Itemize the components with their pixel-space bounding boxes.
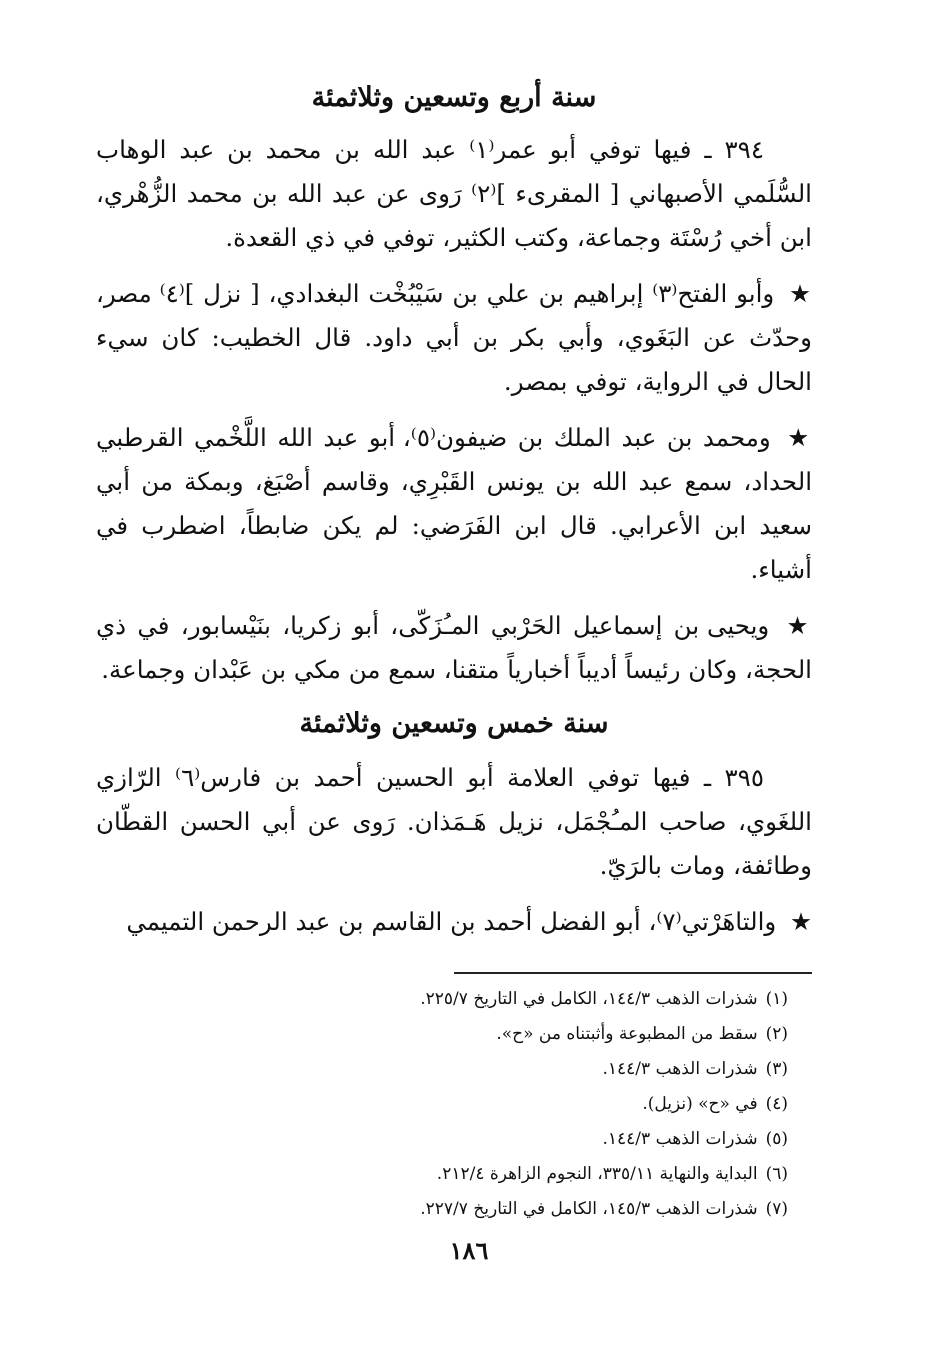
page-number: ١٨٦ [449, 1236, 489, 1265]
entry-394-main [96, 128, 812, 260]
footnote-number: (٧) [765, 1199, 788, 1219]
footnote-1 [96, 982, 788, 1017]
footnote-7 [96, 1192, 788, 1227]
section-title-395: سنة خمس وتسعين وثلاثمئة [299, 708, 609, 739]
footnote-number: (٥) [765, 1129, 788, 1149]
star-marker: ★ [787, 423, 812, 452]
footnote-4 [96, 1087, 788, 1122]
entry-abu-al-fath [96, 272, 812, 404]
footnote-5 [96, 1122, 788, 1157]
entry-text: ٣٩٥ ـ فيها توفي العلامة أبو الحسين أحمد بن فارس⁽٦⁾ الرّازي اللغَوي، صاحب المـُجْمَل، نزيل هَـمَذان. رَوى عن أبي الحسن القطّان وطائفة، ومات بالرَيّ. [96, 763, 812, 880]
entry-yahya-al-harbi [96, 604, 812, 692]
footnote-number: (٤) [765, 1094, 788, 1114]
footnote-6 [96, 1157, 788, 1192]
entry-text: ٣٩٤ ـ فيها توفي أبو عمر⁽١⁾ عبد الله بن محمد بن عبد الوهاب السُّلَمي الأصبهاني [ المقرىء ]⁽٢⁾ رَوى عن عبد الله بن محمد الزُّهْري، ابن أخي رُسْتَة وجماعة، وكتب الكثير، توفي في ذي القعدة. [96, 135, 812, 252]
star-marker: ★ [790, 907, 812, 936]
footnote-text: شذرات الذهب ١٤٤/٣. [602, 1129, 758, 1149]
entry-text: والتاهَرْتي⁽٧⁾، أبو الفضل أحمد بن القاسم بن عبد الرحمن التميمي [126, 907, 777, 936]
footnote-text: في «ح» (نزيل). [642, 1094, 758, 1114]
entry-al-tahirti [96, 900, 812, 944]
footnote-number: (٦) [765, 1164, 788, 1184]
entry-muhammad-ibn-dayfun [96, 416, 812, 592]
entry-395-main [96, 756, 812, 888]
footnote-number: (١) [765, 989, 788, 1009]
entry-text: وأبو الفتح⁽٣⁾ إبراهيم بن علي بن سَيْبُخْت البغدادي، [ نزل ]⁽٤⁾ مصر، وحدّث عن البَغَوي، وأبي بكر بن أبي داود. قال الخطيب: كان سيء الحال في الرواية، توفي بمصر. [96, 279, 812, 396]
footnote-text: سقط من المطبوعة وأثبتناه من «ح». [496, 1024, 758, 1044]
footnote-separator [454, 972, 812, 974]
star-marker: ★ [789, 279, 813, 308]
page-body [96, 78, 812, 1227]
footnote-text: شذرات الذهب ١٤٤/٣، الكامل في التاريخ ٢٢٥/٧. [420, 989, 758, 1009]
footnote-text: شذرات الذهب ١٤٥/٣، الكامل في التاريخ ٢٢٧/٧. [420, 1199, 758, 1219]
entry-text: ومحمد بن عبد الملك بن ضيفون⁽٥⁾، أبو عبد الله اللَّخْمي القرطبي الحداد، سمع عبد الله بن يونس القَبْرِي، وقاسم أصْبَغ، وبمكة من أبي سعيد ابن الأعرابي. قال ابن الفَرَضي: لم يكن ضابطاً، اضطرب في أشياء. [96, 423, 813, 584]
footnote-text: شذرات الذهب ١٤٤/٣. [602, 1059, 758, 1079]
star-marker: ★ [786, 611, 812, 640]
entry-text: ويحيى بن إسماعيل الحَرْبي المـُزَكّى، أبو زكريا، بنَيْسابور، في ذي الحجة، وكان رئيساً أديباً أخبارياً متقنا، سمع من مكي بن عَبْدان وجماعة. [96, 611, 812, 684]
footnote-3 [96, 1052, 788, 1087]
footnote-2 [96, 1017, 788, 1052]
footnote-number: (٣) [765, 1059, 788, 1079]
footnote-text: البداية والنهاية ٣٣٥/١١، النجوم الزاهرة ٢١٢/٤. [436, 1164, 758, 1184]
footnote-number: (٢) [765, 1024, 788, 1044]
section-title-394: سنة أربع وتسعين وثلاثمئة [311, 82, 597, 113]
footnotes [96, 982, 788, 1227]
